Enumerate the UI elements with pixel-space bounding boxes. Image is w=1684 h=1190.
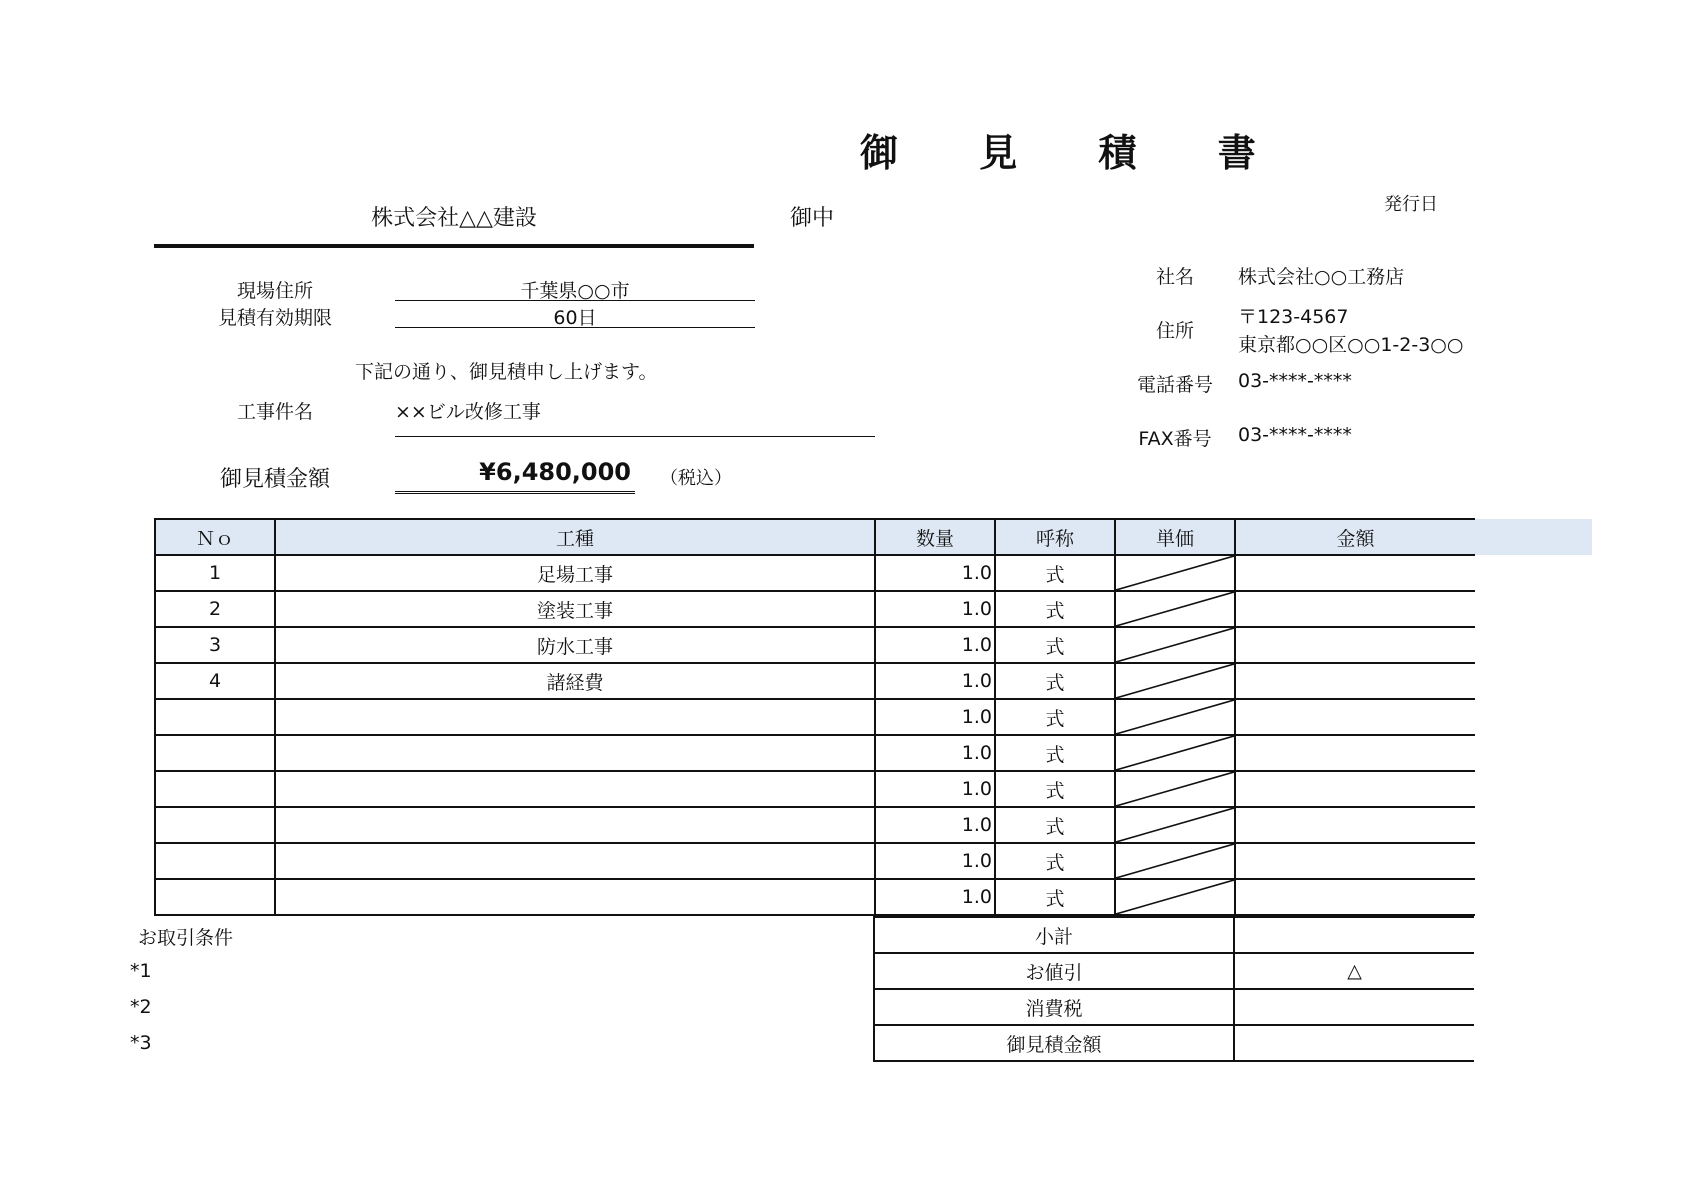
- table-row: [155, 771, 1475, 807]
- row-qty: 1.0: [875, 555, 995, 591]
- summary-label: 小計: [874, 917, 1234, 953]
- company-postal: 〒123-4567: [1238, 306, 1349, 328]
- summary-row: [874, 1025, 1474, 1061]
- tel-label: 電話番号: [1136, 374, 1213, 396]
- row-amount: [1235, 591, 1475, 627]
- table-row: [155, 663, 1475, 699]
- table-row: [155, 699, 1475, 735]
- row-unit: 式: [995, 663, 1115, 699]
- conditions-title: お取引条件: [138, 927, 234, 949]
- row-unit-price: [1115, 843, 1235, 879]
- row-unit: 式: [995, 843, 1115, 879]
- row-work: 諸経費: [275, 663, 875, 699]
- row-unit-price: [1115, 807, 1235, 843]
- fax-label: FAX番号: [1138, 428, 1212, 450]
- row-unit-price: [1115, 663, 1235, 699]
- row-unit-price: [1115, 699, 1235, 735]
- company-name-value: 株式会社○○工務店: [1238, 266, 1405, 288]
- client-honorific: 御中: [790, 206, 835, 231]
- row-qty: 1.0: [875, 699, 995, 735]
- diagonal-line-icon: [1116, 592, 1234, 626]
- row-unit-price: [1115, 735, 1235, 771]
- header-unit: 呼称: [995, 519, 1115, 555]
- row-work: [275, 807, 875, 843]
- row-unit-price: [1115, 771, 1235, 807]
- summary-table: [873, 916, 1474, 1062]
- row-qty: 1.0: [875, 735, 995, 771]
- row-unit: 式: [995, 591, 1115, 627]
- row-no: [155, 807, 275, 843]
- summary-label: お値引: [874, 953, 1234, 989]
- row-amount: [1235, 735, 1475, 771]
- row-unit-price: [1115, 627, 1235, 663]
- site-address-label: 現場住所: [236, 280, 313, 302]
- row-work: [275, 879, 875, 915]
- row-work: 塗装工事: [275, 591, 875, 627]
- summary-label: 御見積金額: [874, 1025, 1234, 1061]
- header-qty: 数量: [875, 519, 995, 555]
- table-row: [155, 843, 1475, 879]
- table-row: [155, 879, 1475, 915]
- total-amount: ¥6,480,000: [479, 458, 631, 486]
- row-qty: 1.0: [875, 879, 995, 915]
- row-unit: 式: [995, 771, 1115, 807]
- table-row: [155, 555, 1475, 591]
- row-no: 3: [155, 627, 275, 663]
- tax-note: （税込）: [660, 468, 732, 489]
- row-no: 4: [155, 663, 275, 699]
- validity-label: 見積有効期限: [217, 307, 332, 329]
- row-unit: 式: [995, 879, 1115, 915]
- table-row: [155, 591, 1475, 627]
- site-address-value: 千葉県○○市: [520, 280, 630, 302]
- site-address-underline: [395, 300, 755, 301]
- items-table: [154, 518, 1475, 916]
- summary-value: △: [1234, 953, 1474, 989]
- row-no: 1: [155, 555, 275, 591]
- header-no: Ｎｏ: [155, 519, 275, 555]
- condition-item-2: *2: [130, 996, 152, 1018]
- diagonal-line-icon: [1116, 808, 1234, 842]
- diagonal-line-icon: [1116, 628, 1234, 662]
- table-row: [155, 807, 1475, 843]
- company-address-line: 東京都○○区○○1-2-3○○: [1238, 334, 1464, 356]
- table-row: [155, 627, 1475, 663]
- row-work: [275, 771, 875, 807]
- header-work: 工種: [275, 519, 875, 555]
- row-qty: 1.0: [875, 663, 995, 699]
- summary-label: 消費税: [874, 989, 1234, 1025]
- row-unit-price: [1115, 555, 1235, 591]
- company-address-label: 住所: [1155, 320, 1194, 342]
- row-work: [275, 843, 875, 879]
- company-name-label: 社名: [1155, 266, 1194, 288]
- table-row: [155, 735, 1475, 771]
- condition-item-1: *1: [130, 960, 152, 982]
- condition-item-3: *3: [130, 1032, 152, 1054]
- row-no: [155, 699, 275, 735]
- row-amount: [1235, 663, 1475, 699]
- row-work: [275, 699, 875, 735]
- summary-row: [874, 953, 1474, 989]
- document-title: 御 見 積 書: [860, 131, 1290, 175]
- row-amount: [1235, 627, 1475, 663]
- diagonal-line-icon: [1116, 664, 1234, 698]
- row-unit-price: [1115, 879, 1235, 915]
- summary-value: [1234, 1025, 1474, 1061]
- row-amount: [1235, 843, 1475, 879]
- row-work: [275, 735, 875, 771]
- total-double-underline: [395, 491, 635, 494]
- validity-value: 60日: [553, 307, 597, 329]
- client-name: 株式会社△△建設: [371, 206, 537, 231]
- row-unit: 式: [995, 699, 1115, 735]
- row-work: 足場工事: [275, 555, 875, 591]
- row-unit: 式: [995, 807, 1115, 843]
- row-amount: [1235, 771, 1475, 807]
- summary-value: [1234, 917, 1474, 953]
- row-qty: 1.0: [875, 771, 995, 807]
- row-no: [155, 771, 275, 807]
- client-underline: [154, 244, 754, 248]
- project-value: ××ビル改修工事: [395, 401, 541, 423]
- row-amount: [1235, 699, 1475, 735]
- project-underline: [395, 436, 875, 437]
- header-amount: 金額: [1235, 519, 1475, 555]
- row-unit: 式: [995, 627, 1115, 663]
- row-qty: 1.0: [875, 807, 995, 843]
- row-unit: 式: [995, 555, 1115, 591]
- row-amount: [1235, 555, 1475, 591]
- total-label: 御見積金額: [219, 467, 330, 492]
- summary-value: [1234, 989, 1474, 1025]
- row-unit-price: [1115, 591, 1235, 627]
- validity-underline: [395, 327, 755, 328]
- diagonal-line-icon: [1116, 844, 1234, 878]
- project-label: 工事件名: [236, 401, 313, 423]
- row-no: 2: [155, 591, 275, 627]
- row-unit: 式: [995, 735, 1115, 771]
- issue-date-label: 発行日: [1384, 194, 1438, 215]
- diagonal-line-icon: [1116, 556, 1234, 590]
- row-qty: 1.0: [875, 591, 995, 627]
- fax-value: 03-****-****: [1238, 424, 1352, 446]
- row-no: [155, 879, 275, 915]
- diagonal-line-icon: [1116, 736, 1234, 770]
- row-qty: 1.0: [875, 843, 995, 879]
- tel-value: 03-****-****: [1238, 370, 1352, 392]
- summary-row: [874, 917, 1474, 953]
- header-fill-extension: [1474, 519, 1592, 555]
- row-no: [155, 735, 275, 771]
- header-unit-price: 単価: [1115, 519, 1235, 555]
- summary-row: [874, 989, 1474, 1025]
- row-work: 防水工事: [275, 627, 875, 663]
- row-amount: [1235, 807, 1475, 843]
- row-qty: 1.0: [875, 627, 995, 663]
- diagonal-line-icon: [1116, 772, 1234, 806]
- diagonal-line-icon: [1116, 700, 1234, 734]
- greeting-text: 下記の通り、御見積申し上げます。: [355, 361, 658, 383]
- row-no: [155, 843, 275, 879]
- diagonal-line-icon: [1116, 880, 1234, 914]
- row-amount: [1235, 879, 1475, 915]
